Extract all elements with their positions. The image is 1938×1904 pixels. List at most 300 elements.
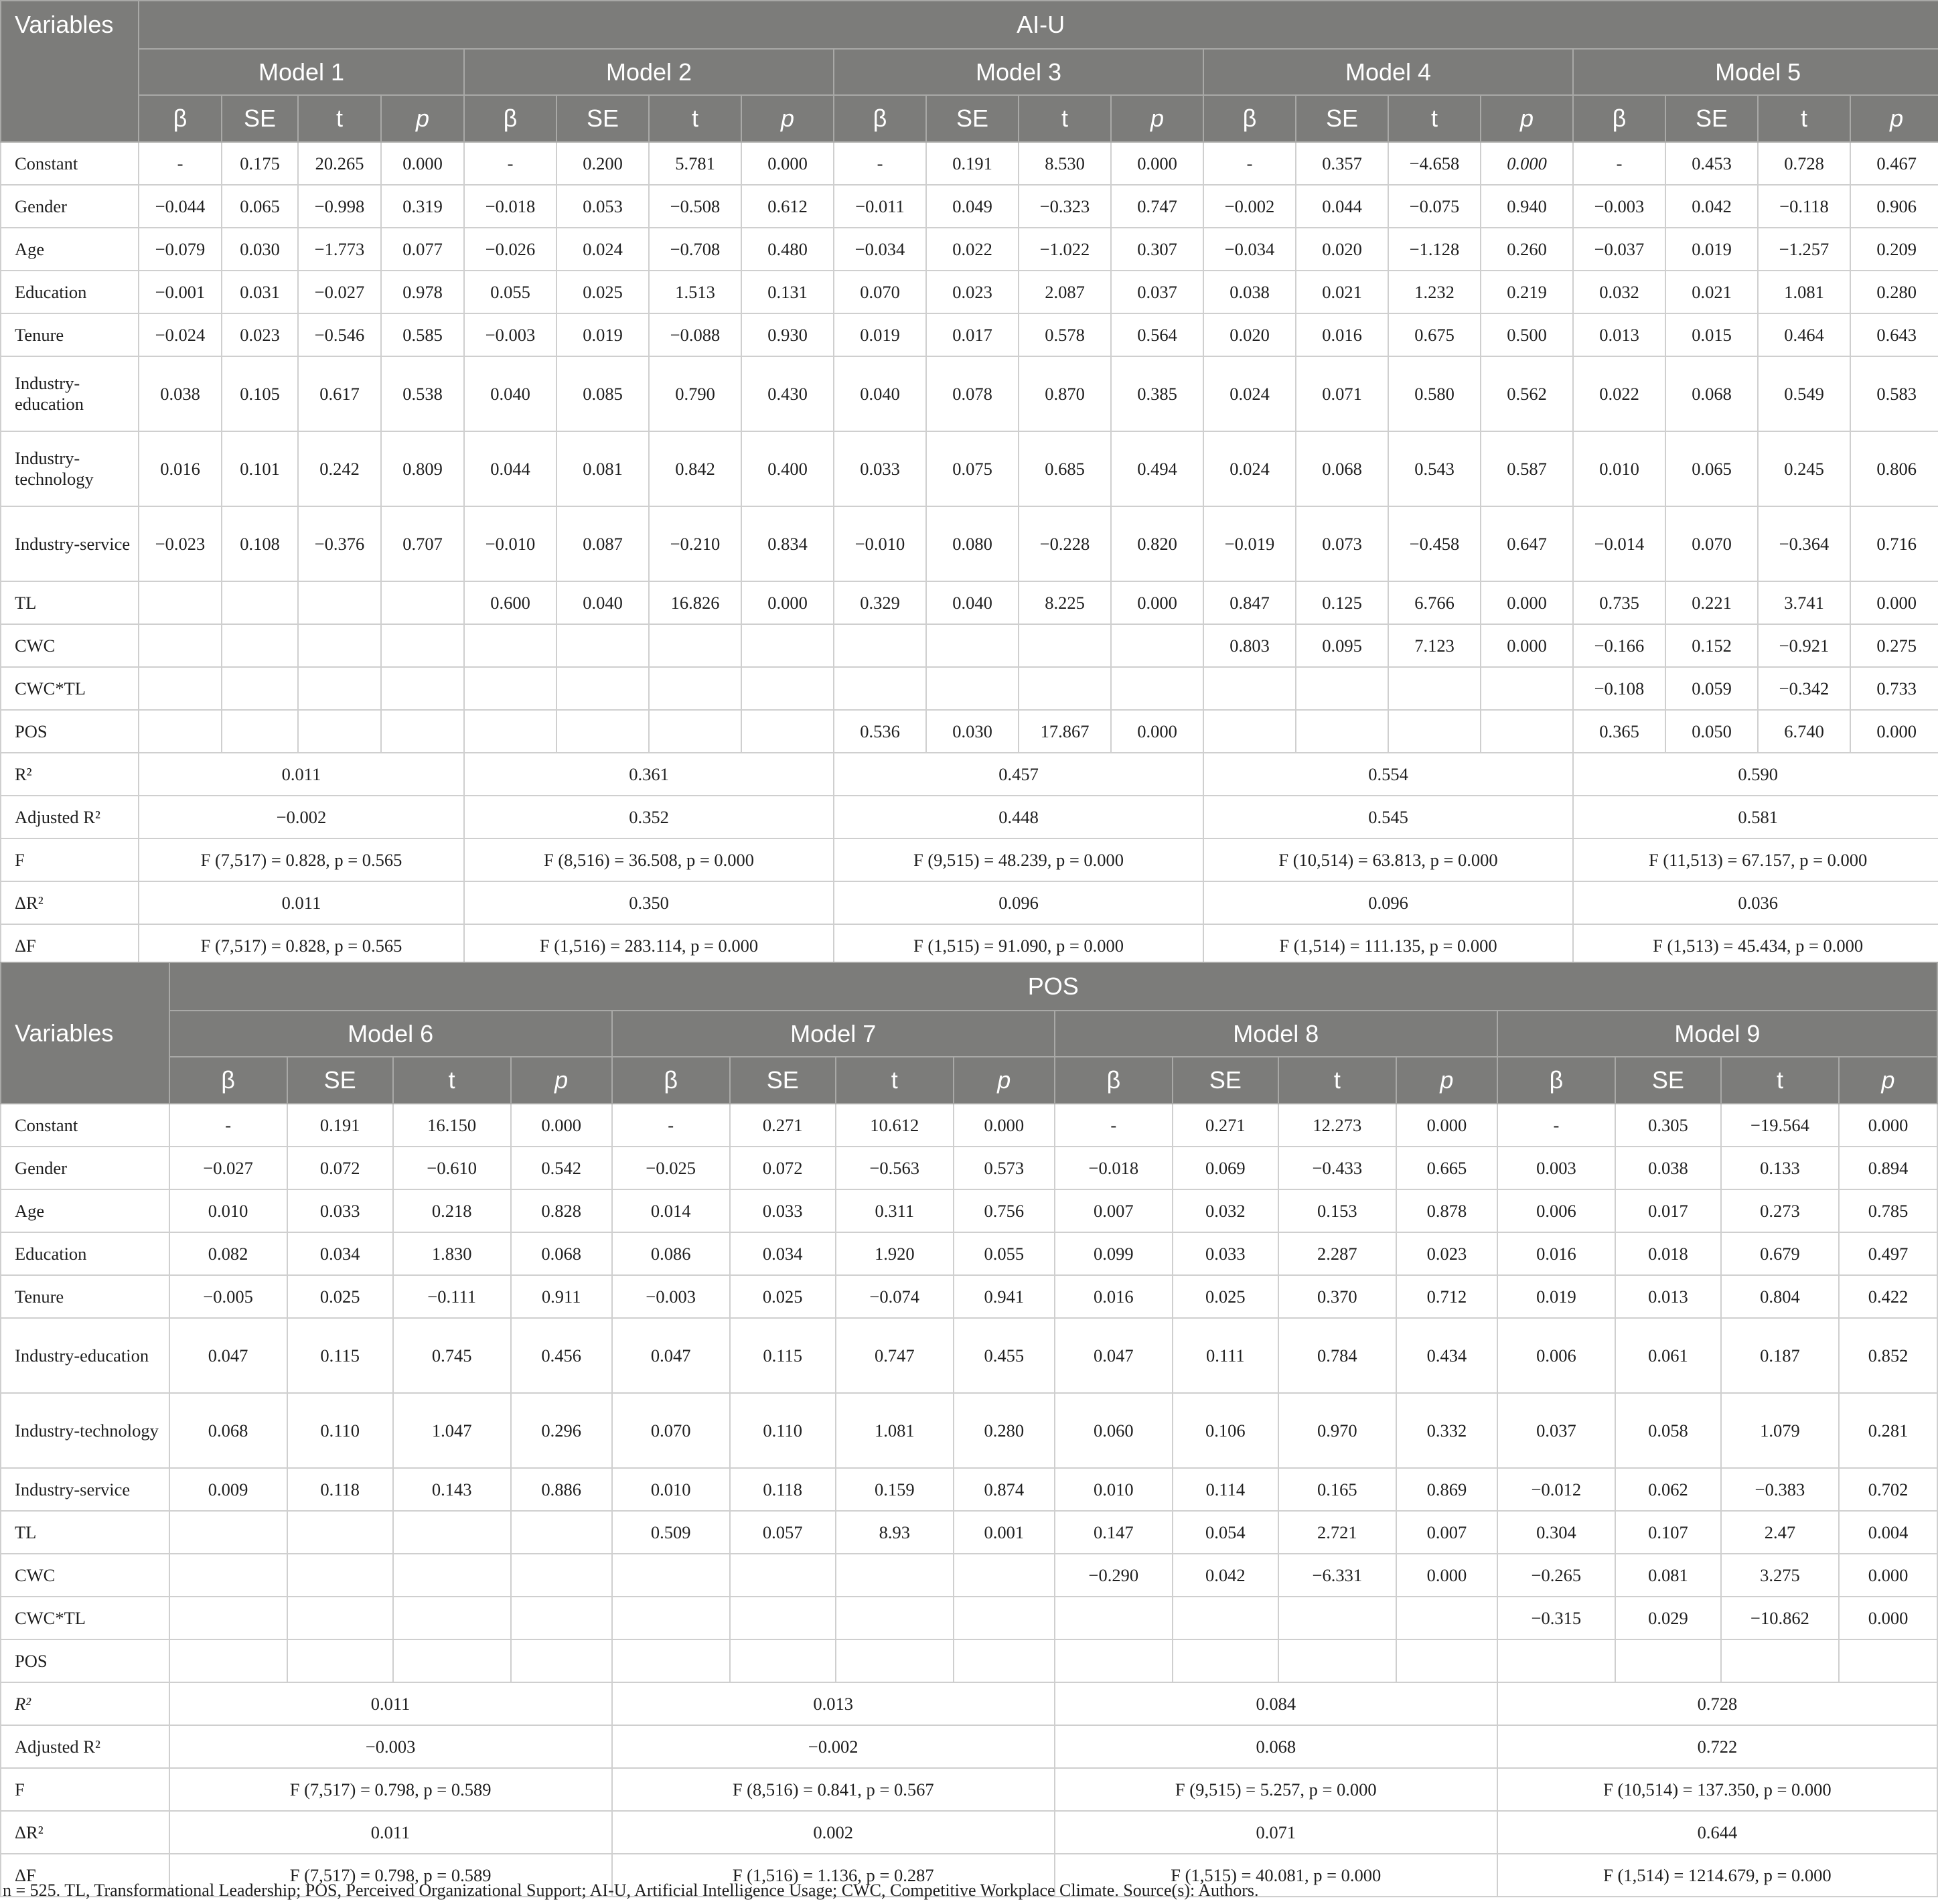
table-cell: −0.024 [139,313,222,356]
table-cell: 0.869 [1396,1468,1497,1511]
table-cell: 0.072 [287,1147,393,1189]
table-cell: 1.081 [836,1393,954,1468]
table-cell: 0.153 [1278,1189,1396,1232]
table-cell: 0.086 [612,1232,730,1275]
table-cell: 2.287 [1278,1232,1396,1275]
table-cell: 0.271 [730,1104,836,1147]
table-cell: - [834,142,926,185]
summary-value: F (1,515) = 91.090, p = 0.000 [834,924,1203,967]
table-cell: 0.040 [556,581,649,624]
table-cell [511,1639,612,1682]
table-row [1,431,1938,506]
summary-label: ΔF [1,1854,169,1897]
table-cell: 0.017 [1615,1189,1721,1232]
table-cell: 0.617 [298,356,381,431]
table-cell: 0.075 [926,431,1019,506]
table-cell: −0.044 [139,185,222,228]
table-cell: 0.930 [741,313,834,356]
table-cell: −0.118 [1758,185,1850,228]
table-cell: 17.867 [1019,710,1111,753]
summary-label: Adjusted R² [1,796,139,838]
table-cell: 0.061 [1615,1318,1721,1393]
table-cell: 0.332 [1396,1393,1497,1468]
summary-value: F (1,515) = 40.081, p = 0.000 [1055,1854,1497,1897]
table-cell: 0.081 [1615,1554,1721,1597]
table-cell: 0.587 [1481,431,1573,506]
table-cell: 0.385 [1111,356,1203,431]
table-cell [287,1554,393,1597]
stat-header: β [464,95,556,142]
summary-row [1,796,1938,838]
summary-value: 0.448 [834,796,1203,838]
table-cell: - [1203,142,1296,185]
summary-value: F (7,517) = 0.798, p = 0.589 [169,1768,612,1811]
row-label: Gender [1,185,139,228]
table-cell: −0.005 [169,1275,287,1318]
table-cell: 0.357 [1296,142,1388,185]
table-cell: 0.500 [1481,313,1573,356]
table-cell: 20.265 [298,142,381,185]
table-cell: 0.000 [1850,710,1938,753]
table-cell: 0.978 [381,271,464,313]
table-cell: 0.038 [1615,1147,1721,1189]
table-cell: 0.068 [1296,431,1388,506]
table-cell: 0.069 [1173,1147,1278,1189]
summary-value: 0.581 [1573,796,1938,838]
table-cell: 0.042 [1173,1554,1278,1597]
summary-row [1,753,1938,796]
table-cell: −6.331 [1278,1554,1396,1597]
table-cell [393,1639,511,1682]
table-cell: 0.187 [1721,1318,1839,1393]
table-cell: −0.546 [298,313,381,356]
table-cell: 0.013 [1615,1275,1721,1318]
table-cell: 1.830 [393,1232,511,1275]
table-cell: 0.578 [1019,313,1111,356]
table-cell: 2.47 [1721,1511,1839,1554]
table-cell: 0.050 [1665,710,1758,753]
table-cell: −0.383 [1721,1468,1839,1511]
row-label: CWC [1,624,139,667]
table-cell [649,667,741,710]
stat-header: SE [926,95,1019,142]
table-cell: 0.010 [169,1189,287,1232]
table-cell: 0.785 [1839,1189,1937,1232]
table-cell [954,1639,1055,1682]
table-cell: 0.000 [1481,581,1573,624]
table-cell: 0.509 [612,1511,730,1554]
table-cell [954,1554,1055,1597]
table-cell: 0.047 [612,1318,730,1393]
table-cell: −0.315 [1497,1597,1615,1639]
summary-value: F (9,515) = 5.257, p = 0.000 [1055,1768,1497,1811]
table-cell: 0.030 [222,228,298,271]
table-cell: 0.434 [1396,1318,1497,1393]
table-cell: 0.058 [1615,1393,1721,1468]
summary-value: 0.722 [1497,1725,1937,1768]
table-cell: 0.107 [1615,1511,1721,1554]
table-cell [1173,1597,1278,1639]
table-cell: 0.038 [1203,271,1296,313]
table-cell: 0.580 [1388,356,1481,431]
table-cell: 0.024 [556,228,649,271]
table-cell [741,667,834,710]
table-cell [1111,624,1203,667]
table-cell [222,624,298,667]
table-cell: 0.099 [1055,1232,1173,1275]
table-cell [393,1554,511,1597]
row-label: Industry-education [1,1318,169,1393]
table-cell: 5.781 [649,142,741,185]
table-cell: −1.773 [298,228,381,271]
table-cell: 0.038 [139,356,222,431]
table-cell: 0.065 [1665,431,1758,506]
table-row [1,1318,1937,1393]
table-cell: 0.080 [926,506,1019,581]
row-label: Industry-education [1,356,139,431]
regression-table-pos [0,962,1938,1897]
stat-header: t [836,1057,954,1104]
table-cell: 0.000 [954,1104,1055,1147]
table-cell [612,1554,730,1597]
summary-value: F (10,514) = 63.813, p = 0.000 [1203,838,1573,881]
model-header: Model 6 [169,1011,612,1057]
table-cell [836,1597,954,1639]
table-cell: 0.702 [1839,1468,1937,1511]
stat-header: p [741,95,834,142]
table-cell [836,1639,954,1682]
summary-value: 0.350 [464,881,834,924]
stat-header: p [1850,95,1938,142]
row-label: Industry-technology [1,431,139,506]
table-cell: 0.114 [1173,1468,1278,1511]
table-cell: 0.021 [1665,271,1758,313]
table-cell: 0.733 [1850,667,1938,710]
table-cell: 0.685 [1019,431,1111,506]
table-cell: 0.494 [1111,431,1203,506]
row-label: CWC [1,1554,169,1597]
summary-value: F (11,513) = 67.157, p = 0.000 [1573,838,1938,881]
table-cell: 0.068 [1665,356,1758,431]
summary-value: 0.096 [1203,881,1573,924]
table-cell: 0.970 [1278,1393,1396,1468]
table-cell: - [139,142,222,185]
table-footnote: n = 525. TL, Transformational Leadership; POS, Perceived Organizational Support; AI-U, Artificial Intelligence Usage; CWC, Competitive Workplace Climate. Source(s): Authors. [3,1881,1259,1900]
table-cell: 0.806 [1850,431,1938,506]
table-cell: 0.033 [287,1189,393,1232]
table-cell [511,1597,612,1639]
table-cell: 0.000 [1111,142,1203,185]
table-cell: 0.803 [1203,624,1296,667]
model-header: Model 5 [1573,49,1938,95]
table-cell: −19.564 [1721,1104,1839,1147]
table-cell [222,581,298,624]
table-cell: 0.870 [1019,356,1111,431]
table-cell: −0.088 [649,313,741,356]
table-cell: 0.131 [741,271,834,313]
table-cell: −0.290 [1055,1554,1173,1597]
table-cell: 0.745 [393,1318,511,1393]
summary-row [1,1725,1937,1768]
table-cell [511,1554,612,1597]
table-cell [556,710,649,753]
table-cell: −0.034 [834,228,926,271]
table-cell: 0.675 [1388,313,1481,356]
table-cell: 0.400 [741,431,834,506]
table-cell: 0.037 [1497,1393,1615,1468]
table-cell [169,1511,287,1554]
table-cell: 0.016 [1055,1275,1173,1318]
table-cell: 0.728 [1758,142,1850,185]
table-cell: 0.000 [1111,710,1203,753]
table-cell: −0.003 [612,1275,730,1318]
table-cell: 0.000 [1396,1104,1497,1147]
summary-value: −0.002 [612,1725,1055,1768]
table-cell: 0.304 [1497,1511,1615,1554]
stat-header: t [393,1057,511,1104]
table-cell: 0.081 [556,431,649,506]
table-cell: −0.034 [1203,228,1296,271]
table-cell: 0.191 [287,1104,393,1147]
table-cell: 0.847 [1203,581,1296,624]
table-cell: 0.007 [1055,1189,1173,1232]
table-cell [1839,1639,1937,1682]
table-cell: 0.110 [287,1393,393,1468]
table-cell [287,1511,393,1554]
table-cell: −0.323 [1019,185,1111,228]
table-cell: 0.023 [926,271,1019,313]
table-cell: −0.708 [649,228,741,271]
summary-value: 0.554 [1203,753,1573,796]
table-cell: 0.467 [1850,142,1938,185]
table-cell: 0.647 [1481,506,1573,581]
table-cell [298,667,381,710]
summary-row [1,924,1938,967]
table-cell: −0.014 [1573,506,1665,581]
table-cell: 0.019 [556,313,649,356]
table-cell: 0.809 [381,431,464,506]
table-cell: 0.165 [1278,1468,1396,1511]
table-cell [222,667,298,710]
table-cell: −0.376 [298,506,381,581]
table-cell: 0.016 [139,431,222,506]
table-cell [1203,667,1296,710]
table-cell: 0.022 [926,228,1019,271]
table-cell: 0.010 [1055,1468,1173,1511]
stat-header: p [1839,1057,1937,1104]
table-cell: 0.073 [1296,506,1388,581]
table-cell: 0.072 [730,1147,836,1189]
table-cell: 3.741 [1758,581,1850,624]
table-cell [1388,710,1481,753]
table-cell: 0.370 [1278,1275,1396,1318]
row-label: Tenure [1,313,139,356]
table-cell [139,624,222,667]
table-cell: 0.643 [1850,313,1938,356]
table-cell: 0.014 [612,1189,730,1232]
table-cell: 0.013 [1573,313,1665,356]
table-cell: 0.852 [1839,1318,1937,1393]
table-cell: 0.906 [1850,185,1938,228]
table-cell [139,581,222,624]
stat-header: SE [730,1057,836,1104]
table-cell: 0.000 [1111,581,1203,624]
table-cell: 0.016 [1497,1232,1615,1275]
summary-value: 0.002 [612,1811,1055,1854]
summary-value: 0.068 [1055,1725,1497,1768]
summary-label: F [1,838,139,881]
table-cell: 0.564 [1111,313,1203,356]
table-cell: 0.047 [1055,1318,1173,1393]
table-cell: 0.019 [1665,228,1758,271]
summary-value: −0.003 [169,1725,612,1768]
table-cell: 0.242 [298,431,381,506]
table-cell: −0.003 [1573,185,1665,228]
table-cell: 0.016 [1296,313,1388,356]
table-cell: 0.068 [511,1232,612,1275]
table-cell [730,1597,836,1639]
table-cell: 0.054 [1173,1511,1278,1554]
table-cell: 0.543 [1388,431,1481,506]
table-cell: −0.026 [464,228,556,271]
table-cell: 0.707 [381,506,464,581]
table-cell: 0.044 [1296,185,1388,228]
table-cell [556,667,649,710]
table-cell [1055,1639,1173,1682]
table-cell: 0.025 [730,1275,836,1318]
row-label: Age [1,228,139,271]
table-cell: 0.894 [1839,1147,1937,1189]
stat-header: t [1388,95,1481,142]
table-cell: 2.087 [1019,271,1111,313]
stat-header: SE [222,95,298,142]
row-label: Industry-technology [1,1393,169,1468]
table-cell: 0.025 [287,1275,393,1318]
table-cell: −0.364 [1758,506,1850,581]
summary-row [1,1682,1937,1725]
table-cell [926,624,1019,667]
table-cell: 0.110 [730,1393,836,1468]
table-cell [1481,667,1573,710]
table-cell: 0.271 [1173,1104,1278,1147]
summary-label: R² [1,753,139,796]
table-cell: - [464,142,556,185]
table-cell [464,667,556,710]
table-cell: 0.000 [1396,1554,1497,1597]
table-cell: 0.003 [1497,1147,1615,1189]
stat-header: t [649,95,741,142]
table-cell: 0.042 [1665,185,1758,228]
model-header: Model 2 [464,49,834,95]
table-cell: 1.513 [649,271,741,313]
table-cell [741,710,834,753]
table-cell [381,667,464,710]
stat-header: SE [1296,95,1388,142]
table-cell: 0.260 [1481,228,1573,271]
stat-header: p [1481,95,1573,142]
table-cell: 0.078 [926,356,1019,431]
table-row [1,710,1938,753]
table-cell: 0.105 [222,356,298,431]
table-cell [649,710,741,753]
row-label: CWC*TL [1,667,139,710]
summary-row [1,881,1938,924]
table-cell: 0.032 [1173,1189,1278,1232]
table-cell: - [1573,142,1665,185]
table-cell: 0.583 [1850,356,1938,431]
table-cell: −0.075 [1388,185,1481,228]
model-header: Model 1 [139,49,464,95]
table-cell [381,710,464,753]
table-cell: 0.085 [556,356,649,431]
table-cell: −0.508 [649,185,741,228]
table-cell [1019,667,1111,710]
stat-header: SE [1173,1057,1278,1104]
table-cell: −0.023 [139,506,222,581]
stat-header: p [381,95,464,142]
summary-value: F (1,516) = 1.136, p = 0.287 [612,1854,1055,1897]
table-cell: 0.004 [1839,1511,1937,1554]
summary-value: 0.071 [1055,1811,1497,1854]
table-row [1,142,1938,185]
table-cell: 0.034 [730,1232,836,1275]
table-cell: 0.125 [1296,581,1388,624]
table-cell: 0.600 [464,581,556,624]
table-cell: 0.612 [741,185,834,228]
table-cell: 0.000 [1839,1597,1937,1639]
table-cell [1278,1597,1396,1639]
model-header: Model 9 [1497,1011,1937,1057]
table-cell: 0.834 [741,506,834,581]
table-cell: 0.000 [1481,142,1573,185]
variables-header: Variables [1,1,139,142]
table-cell [1296,667,1388,710]
table-cell: 16.150 [393,1104,511,1147]
table-cell: 0.006 [1497,1189,1615,1232]
table-cell: 0.065 [222,185,298,228]
table-cell: 0.940 [1481,185,1573,228]
row-label: Tenure [1,1275,169,1318]
table-cell: 0.191 [926,142,1019,185]
table-cell [139,667,222,710]
table-cell: 0.133 [1721,1147,1839,1189]
table-cell: 0.111 [1173,1318,1278,1393]
table-cell: 0.115 [287,1318,393,1393]
table-row [1,1511,1937,1554]
row-label: Age [1,1189,169,1232]
table-cell: 0.019 [834,313,926,356]
table-cell [464,710,556,753]
table-cell [287,1639,393,1682]
table-cell: 0.712 [1396,1275,1497,1318]
table-cell [741,624,834,667]
row-label: Constant [1,142,139,185]
table-cell: 7.123 [1388,624,1481,667]
table-cell: −0.111 [393,1275,511,1318]
stat-header: t [1019,95,1111,142]
table-cell: 0.025 [1173,1275,1278,1318]
table-cell: 0.024 [1203,356,1296,431]
table-cell: 0.329 [834,581,926,624]
table-cell: −0.074 [836,1275,954,1318]
table-cell: −0.002 [1203,185,1296,228]
summary-value: F (1,513) = 45.434, p = 0.000 [1573,924,1938,967]
table-cell: −4.658 [1388,142,1481,185]
summary-value: F (1,514) = 111.135, p = 0.000 [1203,924,1573,967]
summary-value: 0.036 [1573,881,1938,924]
dependent-header: POS [169,962,1937,1011]
table-cell [954,1597,1055,1639]
